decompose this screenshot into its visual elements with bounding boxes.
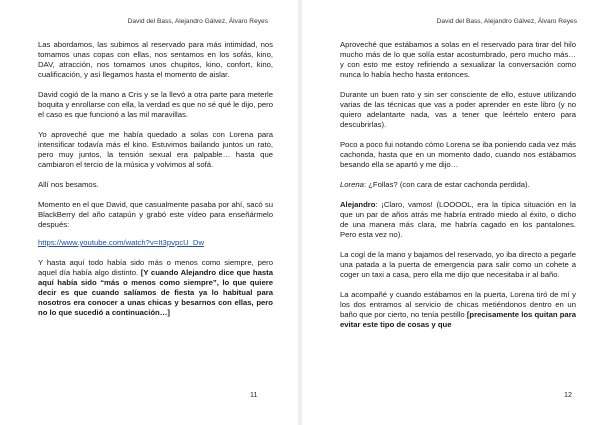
dialogue-text: : ¿Follas? (con cara de estar cachonda perdida). <box>363 180 530 189</box>
speaker-name: Lorena <box>340 180 364 189</box>
paragraph: Durante un buen rato y sin ser consciente de ello, estuve utilizando varias de las técnicas que vas a poder aprender en este libro (y no quiero adelantarte nada, vas a tener que leértelo entero para descubrirlas). <box>340 90 576 129</box>
running-header: David del Bass, Alejandro Gálvez, Álvaro Reyes <box>436 18 577 25</box>
page-number: 12 <box>564 390 572 399</box>
paragraph: Las abordamos, las subimos al reservado para más intimidad, nos tomamos unas copas con ellas, nos sentamos en los sofás, kino, DAV, atracción, nos tomamos unos chupitos, kino, confort, kino, cualificación, y así llegamos hasta el momento de aislar. <box>38 40 273 79</box>
speaker-name: Alejandro <box>340 200 376 209</box>
page-body <box>340 40 576 340</box>
bold-aside: [Y cuando Alejandro dice que hasta aquí había sido “más o menos como siempre”, lo que quiere decir es que cuando salíamos de fiesta ya lo habitual para nosotros era conocer a unas chicas y besarnos con ellas, pero no lo que sucedió a continuación…] <box>38 268 273 317</box>
paragraph-text: La acompañé y cuando estábamos en la puerta, Lorena tiró de mí y los dos entramos al servicio de chicas metiéndonos dentro en un baño que por cierto, no tenía pestillo <box>340 290 576 319</box>
dialogue-text: : ¡Claro, vamos! (LOOOOL, era la típica situación en la que un par de años atrás me habría entrado miedo al éxito, o dicho de una manera más clara, me habría cagado en los pantalones. Pero esta vez no). <box>340 200 576 239</box>
page-number: 11 <box>250 390 258 399</box>
paragraph: Aproveché que estábamos a solas en el reservado para tirar del hilo mucho más de lo que solía estar acostumbrado, pero mucho más… y con esto me estoy refiriendo a sexualizar la conversación como nunca lo había hecho hasta entonces. <box>340 40 576 79</box>
paragraph: David cogió de la mano a Cris y se la llevó a otra parte para meterle boquita y enrollarse con ella, la verdad es que no sé qué le dijo, pero el caso es que funcionó a las mil maravillas. <box>38 90 273 119</box>
bold-aside: [precisamente los quitan para evitar este tipo de cosas y que <box>340 310 576 329</box>
youtube-link[interactable]: https://www.youtube.com/watch?v=It3pvpcU_Dw <box>38 238 204 247</box>
paragraph: Allí nos besamos. <box>38 180 99 189</box>
paragraph-text: Y hasta aquí todo había sido más o menos como siempre, pero aquel día había algo distinto. <box>38 258 273 277</box>
dialogue-line <box>340 180 576 190</box>
paragraph: Yo aproveché que me había quedado a solas con Lorena para intensificar todavía más el kino. Estuvimos bailando juntos un rato, pero muy juntos, la tensión sexual era palpable… hasta que cambiaron el tercio de la música y volvimos al sofá. <box>38 130 273 169</box>
paragraph <box>340 290 576 330</box>
page-body <box>38 40 273 328</box>
paragraph <box>38 258 273 318</box>
paragraph: Poco a poco fui notando cómo Lorena se iba poniendo cada vez más cachonda, hasta que en un momento dado, cuando nos estábamos besando ella se apartó y me dijo… <box>340 140 576 169</box>
running-header: David del Bass, Alejandro Gálvez, Álvaro Reyes <box>127 18 268 25</box>
paragraph: La cogí de la mano y bajamos del reservado, yo iba directo a pegarle una patada a la puerta de emergencia para salir como un cohete a coger un taxi a casa, pero ella me dijo que necesitaba ir al baño. <box>340 250 576 279</box>
right-page <box>300 0 600 425</box>
paragraph: Momento en el que David, que casualmente pasaba por ahí, sacó su BlackBerry del año catapún y grabó este vídeo para enseñármelo después: <box>38 200 273 229</box>
dialogue-line <box>340 200 576 240</box>
